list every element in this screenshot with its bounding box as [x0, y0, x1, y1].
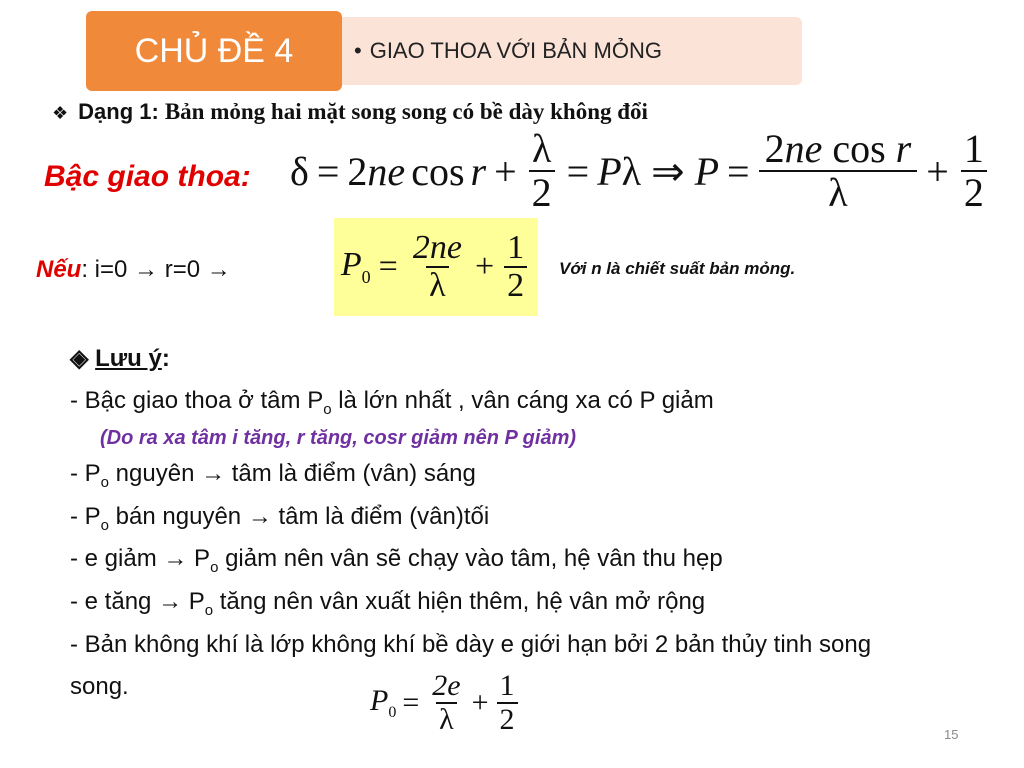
page-number: 15: [944, 727, 959, 742]
air-gap-formula: [370, 670, 522, 735]
plus-sign: +: [471, 685, 489, 719]
note-line-5: - e giảm → $P_o$ giảm nên vân sẽ chạy vào tâm, hệ vân thu hẹp: [70, 545, 723, 577]
order-formula: [290, 128, 991, 214]
P0-variable: $P_0$: [340, 246, 371, 287]
half-fraction: $\frac{1}{2}$: [504, 230, 527, 303]
term-2ne: 2ne: [347, 148, 406, 194]
condition-line: [36, 256, 231, 284]
2ne-over-lambda: $\frac{2ne}{\lambda}$: [412, 229, 462, 304]
right-arrow-icon: →: [134, 256, 159, 283]
P-variable-2: P: [694, 148, 720, 194]
note-line-6: - e tăng → $P_o$ tăng nên vân xuất hiện thêm, hệ vân mở rộng: [70, 588, 706, 620]
equals-sign: =: [378, 248, 398, 285]
refractive-index-note: Với n là chiết suất bản mỏng.: [559, 259, 796, 278]
equals-sign: =: [402, 685, 420, 719]
right-arrow-icon: →: [247, 502, 272, 530]
diamond-icon: ◈: [70, 345, 89, 372]
type-label: Dạng 1:: [78, 99, 159, 124]
subtitle-bullet: •: [354, 38, 362, 63]
condition-text: : i=0: [81, 256, 135, 283]
P0-variable: $P_0$: [370, 683, 397, 721]
lambda-half-fraction: $\frac{\lambda}{2}$: [529, 128, 555, 214]
half-fraction: $\frac{1}{2}$: [497, 670, 518, 735]
p0-highlight-formula: [334, 218, 538, 316]
equals-sign-3: =: [727, 148, 750, 194]
notes-section: [70, 338, 950, 708]
cos-text: cos: [411, 148, 465, 194]
condition-keyword: Nếu: [36, 256, 82, 283]
note-line-1: - Bậc giao thoa ở tâm $P_o$ là lớn nhất , vân cáng xa có P giảm: [70, 386, 714, 418]
note-line-3: - $P_o$ nguyên → tâm là điểm (vân) sáng: [70, 459, 476, 491]
condition-text-2: r=0: [158, 256, 207, 283]
diamond-bullet-icon: ❖: [52, 103, 69, 123]
plus-sign: +: [494, 148, 517, 194]
half-fraction: $\frac{1}{2}$: [961, 128, 987, 214]
right-arrow-icon: →: [201, 459, 226, 487]
note-line-7: - Bản không khí là lớp không khí bề dày e giới hạn bởi 2 bản thủy tinh song song.: [70, 631, 872, 700]
type-heading: [52, 99, 648, 125]
r-variable: r: [470, 148, 487, 194]
note-line-2: (Do ra xa tâm i tăng, r tăng, cosr giảm nên P giảm): [100, 426, 577, 449]
note-line-4: - $P_o$ bán nguyên → tâm là điểm (vân)tối: [70, 502, 490, 534]
plus-sign-2: +: [926, 148, 949, 194]
notes-title: ◈ Lưu ý:: [70, 345, 170, 372]
topic-title: CHỦ ĐỀ 4: [86, 11, 342, 91]
P-variable: P: [597, 148, 622, 194]
right-arrow-icon: →: [158, 588, 183, 616]
right-arrow-icon: →: [163, 545, 188, 573]
subtitle-box: [342, 17, 802, 85]
equals-sign-2: =: [566, 148, 590, 194]
delta-symbol: δ: [290, 148, 309, 194]
type-description: Bản mỏng hai mặt song song có bề dày không đổi: [164, 99, 648, 124]
plus-sign: +: [474, 248, 495, 285]
equals-sign: =: [316, 148, 340, 194]
right-arrow-icon: →: [206, 256, 231, 283]
order-label: Bậc giao thoa:: [44, 160, 251, 193]
order-fraction: $\frac{\text{2ne cos r}}{\lambda}$: [762, 128, 915, 214]
implies-arrow: ⇒: [651, 148, 685, 194]
subtitle-text: GIAO THOA VỚI BẢN MỎNG: [369, 38, 662, 63]
lambda-symbol: λ: [621, 148, 642, 194]
2e-over-lambda: $\frac{2e}{\lambda}$: [432, 669, 461, 736]
